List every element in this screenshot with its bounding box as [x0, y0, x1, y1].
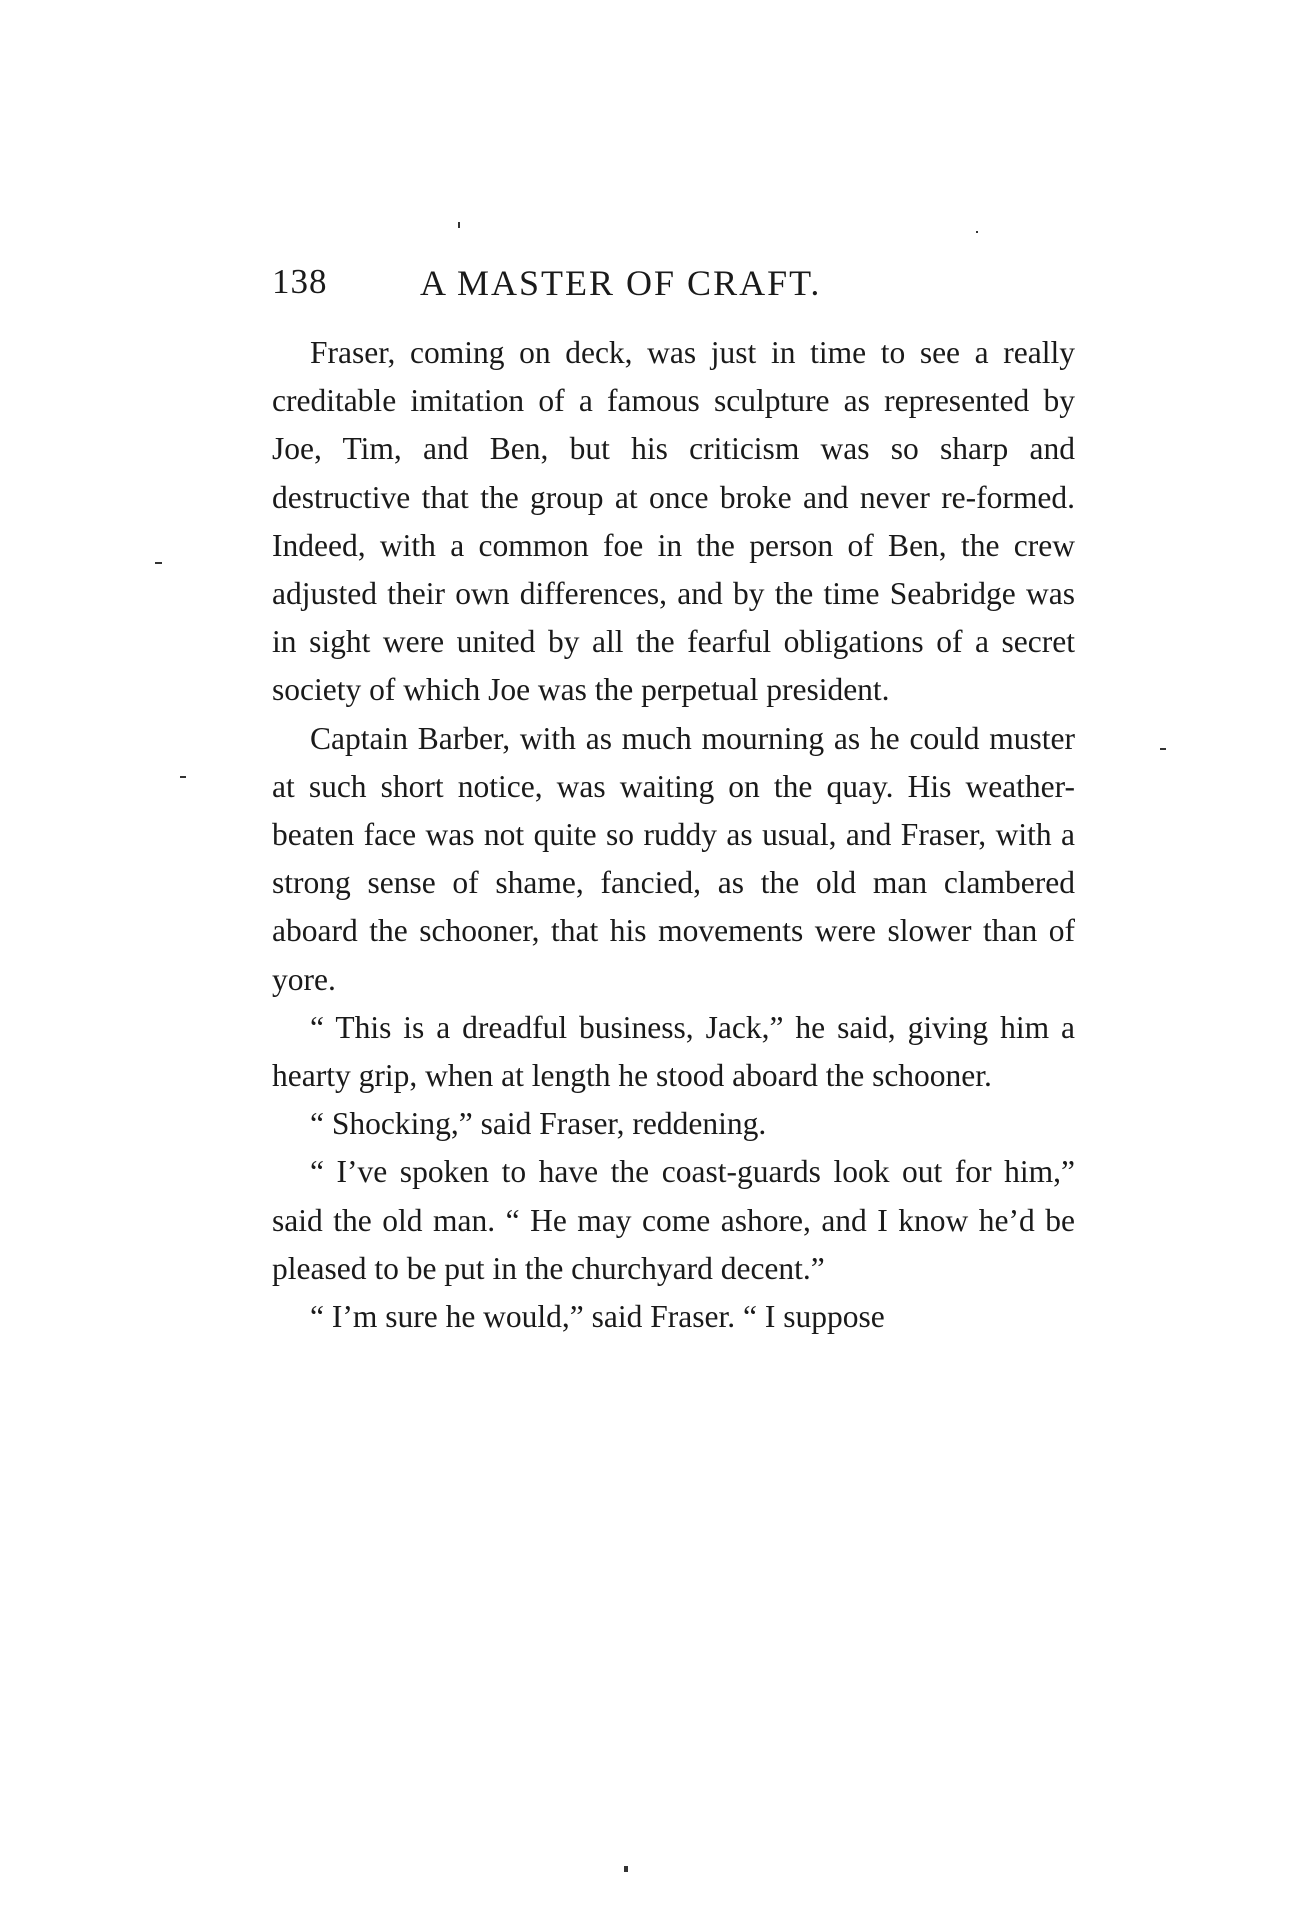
- print-speck: [976, 231, 978, 233]
- page-number: 138: [272, 262, 328, 301]
- paragraph-4: “ Shocking,” said Fraser, reddening.: [310, 1106, 767, 1142]
- page-header: [272, 262, 1072, 312]
- paragraph-5: “ I’ve spoken to have the coast-guards look out for him,” said the old man. “ He may come ashore, and I know he’d be pleased to be put in the churchyard decent.”: [272, 1154, 1075, 1286]
- paragraph-3: “ This is a dreadful business, Jack,” he said, giving him a hearty grip, when at length he stood aboard the schooner.: [272, 1009, 1075, 1094]
- paragraph-1: Fraser, coming on deck, was just in time to see a really creditable imitation of a famous sculpture as represented by Joe, Tim, and Ben, but his criticism was so sharp and destructive that the group at once broke and never re-formed. Indeed, with a common foe in the person of Ben, the crew adjusted their own differences, and by the time Seabridge was in sight were united by all the fearful obligations of a secret society of which Joe was the perpetual president.: [272, 335, 1075, 708]
- print-speck: [155, 562, 162, 564]
- paragraph-2: Captain Barber, with as much mourning as he could muster at such short notice, was waiting on the quay. His weather-beaten face was not quite so ruddy as usual, and Fraser, with a strong sense of shame, fancied, as the old man clambered aboard the schooner, that his movements were slower than of yore.: [272, 720, 1075, 997]
- print-speck: [180, 776, 186, 778]
- running-title: A MASTER OF CRAFT.: [420, 263, 822, 303]
- body-text: [272, 329, 1075, 1341]
- print-speck: [1160, 748, 1166, 750]
- paragraph-6: “ I’m sure he would,” said Fraser. “ I suppose: [310, 1299, 885, 1335]
- print-speck: [458, 222, 460, 228]
- print-speck: [624, 1866, 628, 1872]
